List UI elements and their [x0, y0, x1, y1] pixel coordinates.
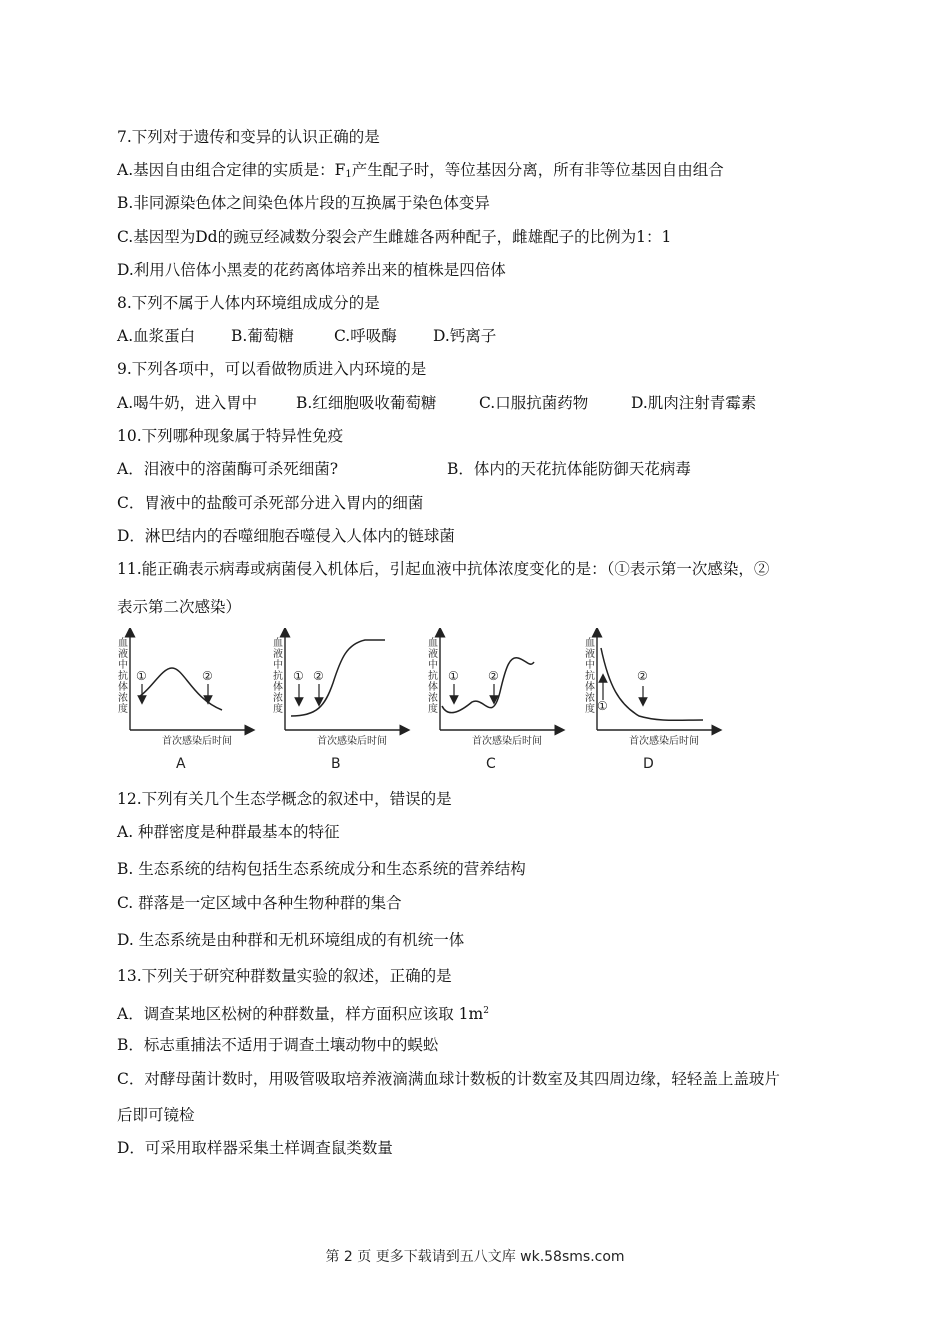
graph-option-label: C — [486, 756, 496, 772]
y-axis-label-char: 度 — [428, 704, 438, 715]
q13-option-c-line1: C．对酵母菌计数时，用吸管吸取培养液滴满血球计数板的计数室及其四周边缘，轻轻盖上盖玻片 — [117, 1070, 780, 1088]
y-axis-label-char: 抗 — [428, 671, 438, 682]
graph-panel — [273, 632, 405, 772]
q8-option-c: C.呼吸酶 — [334, 327, 397, 345]
q9-option-d: D.肌肉注射青霉素 — [631, 394, 757, 412]
y-axis-label-char: 抗 — [118, 671, 128, 682]
graph-panel — [118, 632, 250, 772]
q9-options — [117, 393, 756, 413]
y-axis-label-char: 度 — [585, 704, 595, 715]
q7-option-d: D.利用八倍体小黑麦的花药离体培养出来的植株是四倍体 — [117, 261, 506, 279]
y-axis-label-char: 抗 — [585, 671, 595, 682]
q9-option-a: A.喝牛奶，进入胃中 — [117, 394, 258, 412]
y-axis-label-char: 体 — [118, 682, 128, 693]
q11-antibody-graphs — [112, 628, 732, 778]
y-axis-label-char: 血 — [428, 638, 438, 649]
infection-marker: ② — [637, 669, 648, 683]
y-axis-label-char: 浓 — [585, 693, 595, 704]
q7-option-c: C.基因型为Dd的豌豆经减数分裂会产生雌雄各两种配子，雌雄配子的比例为1：1 — [117, 228, 672, 246]
q7-option-b: B.非同源染色体之间染色体片段的互换属于染色体变异 — [117, 194, 490, 212]
q10-option-d: D．淋巴结内的吞噬细胞吞噬侵入人体内的链球菌 — [117, 527, 455, 545]
q8-option-b: B.葡萄糖 — [231, 327, 294, 345]
q8-stem: 8.下列不属于人体内环境组成成分的是 — [117, 294, 380, 312]
q9-option-c: C.口服抗菌药物 — [479, 394, 589, 412]
antibody-curve — [601, 648, 703, 720]
y-axis-label-char: 体 — [585, 682, 595, 693]
q11-stem-line1: 11.能正确表示病毒或病菌侵入机体后，引起血液中抗体浓度变化的是：（①表示第一次感染，② — [117, 560, 770, 578]
y-axis-label-char: 浓 — [118, 693, 128, 704]
q11-stem-line2: 表示第二次感染） — [117, 598, 242, 616]
y-axis-label-char: 液 — [585, 649, 595, 660]
q12-option-a: A. 种群密度是种群最基本的特征 — [117, 823, 340, 841]
y-axis-label-char: 血 — [118, 638, 128, 649]
y-axis-label-char: 中 — [428, 660, 438, 671]
y-axis-label-char: 液 — [273, 649, 283, 660]
q10-option-b: B．体内的天花抗体能防御天花病毒 — [447, 460, 691, 478]
q10-options-ab — [117, 459, 691, 479]
x-axis-label: 首次感染后时间 — [317, 736, 387, 747]
q12-stem: 12.下列有关几个生态学概念的叙述中，错误的是 — [117, 790, 452, 808]
q13-option-d: D．可采用取样器采集土样调查鼠类数量 — [117, 1139, 393, 1157]
q8-option-d: D.钙离子 — [433, 327, 497, 345]
y-axis-label-char: 度 — [273, 704, 283, 715]
y-axis-label-char: 中 — [118, 660, 128, 671]
infection-marker: ① — [293, 669, 304, 683]
q13-option-c-line2: 后即可镜检 — [117, 1106, 195, 1124]
infection-marker: ② — [313, 669, 324, 683]
y-axis-label-char: 体 — [428, 682, 438, 693]
graph-panel — [585, 632, 717, 772]
x-axis-label: 首次感染后时间 — [162, 736, 232, 747]
x-axis-label: 首次感染后时间 — [629, 736, 699, 747]
graph-option-label: D — [643, 756, 654, 772]
infection-marker: ① — [136, 669, 147, 683]
graph-option-label: B — [331, 756, 341, 772]
q7-stem: 7.下列对于遗传和变异的认识正确的是 — [117, 128, 380, 146]
y-axis-label-char: 液 — [118, 649, 128, 660]
q9-option-b: B.红细胞吸收葡萄糖 — [296, 394, 437, 412]
q10-option-a: A．泪液中的溶菌酶可杀死细菌? — [117, 460, 339, 478]
q7-option-a: A.基因自由组合定律的实质是：$F_1$产生配子时，等位基因分离，所有非等位基因自由组合 — [117, 161, 724, 180]
infection-marker: ① — [597, 699, 608, 713]
infection-marker: ② — [202, 669, 213, 683]
infection-marker: ② — [488, 669, 499, 683]
infection-marker: ① — [448, 669, 459, 683]
q12-option-b: B. 生态系统的结构包括生态系统成分和生态系统的营养结构 — [117, 860, 526, 878]
y-axis-label-char: 体 — [273, 682, 283, 693]
graph-panel — [428, 632, 560, 772]
y-axis-label-char: 血 — [585, 638, 595, 649]
q12-option-d: D. 生态系统是由种群和无机环境组成的有机统一体 — [117, 931, 465, 949]
y-axis-label-char: 度 — [118, 704, 128, 715]
y-axis-label-char: 液 — [428, 649, 438, 660]
q13-option-b: B．标志重捕法不适用于调查土壤动物中的蜈蚣 — [117, 1036, 439, 1054]
y-axis-label-char: 中 — [273, 660, 283, 671]
q8-options — [117, 326, 496, 346]
antibody-curve — [291, 640, 385, 716]
y-axis-label-char: 浓 — [428, 693, 438, 704]
y-axis-label-char: 中 — [585, 660, 595, 671]
page-footer: 第 2 页 更多下载请到五八文库 wk.58sms.com — [325, 1249, 625, 1265]
q9-stem: 9.下列各项中，可以看做物质进入内环境的是 — [117, 360, 427, 378]
q10-option-c: C．胃液中的盐酸可杀死部分进入胃内的细菌 — [117, 494, 424, 512]
y-axis-label-char: 抗 — [273, 671, 283, 682]
y-axis-label-char: 血 — [273, 638, 283, 649]
q12-option-c: C. 群落是一定区域中各种生物种群的集合 — [117, 894, 402, 912]
graph-option-label: A — [176, 756, 186, 772]
q13-stem: 13.下列关于研究种群数量实验的叙述，正确的是 — [117, 967, 452, 985]
q10-stem: 10.下列哪种现象属于特异性免疫 — [117, 427, 344, 445]
y-axis-label-char: 浓 — [273, 693, 283, 704]
x-axis-label: 首次感染后时间 — [472, 736, 542, 747]
antibody-curve — [442, 658, 534, 713]
q8-option-a: A.血浆蛋白 — [117, 327, 196, 345]
q13-option-a: A．调查某地区松树的种群数量，样方面积应该取 $1m^2$ — [117, 1005, 489, 1023]
